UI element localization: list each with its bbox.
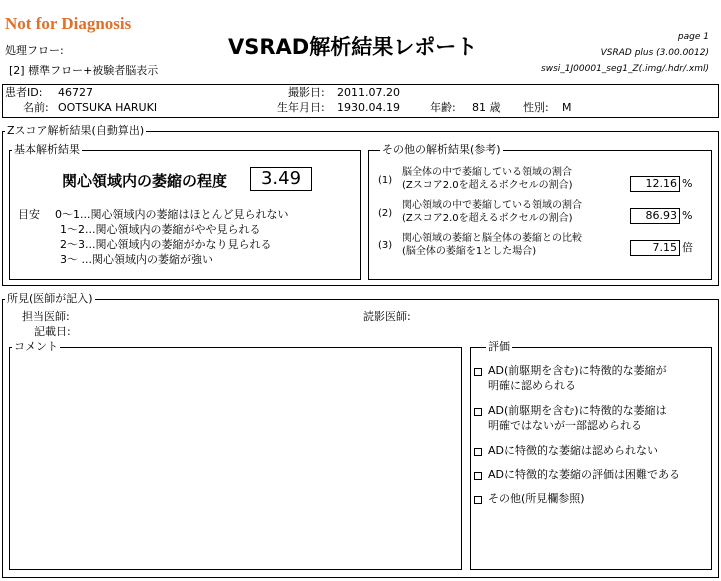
age-value: 81 歳	[472, 101, 501, 114]
evaluation-checkbox[interactable]	[474, 472, 482, 480]
guide-line: 1〜2...関心領域内の萎縮がやや見られる	[60, 223, 261, 236]
other-item-text: 関心領域の萎縮と脳全体の萎縮との比較	[402, 233, 582, 244]
evaluation-option-text: AD(前駆期を含む)に特徴的な萎縮は	[488, 404, 667, 417]
other-item-number: (1)	[378, 175, 393, 186]
dob-value: 1930.04.19	[337, 101, 400, 114]
entry-date-label: 記載日:	[34, 325, 71, 338]
radiologist-label: 読影医師:	[363, 310, 411, 323]
zscore-group-label: Zスコア解析結果(自動算出)	[7, 124, 145, 137]
atrophy-degree-label: 関心領域内の萎縮の程度	[62, 172, 228, 190]
basic-result-label: 基本解析結果	[14, 143, 80, 156]
other-item-value: 86.93	[630, 208, 680, 224]
source-file: swsi_1J00001_seg1_Z(.img/.hdr/.xml)	[541, 64, 709, 74]
guide-line: 2〜3...関心領域内の萎縮がかなり見られる	[60, 238, 272, 251]
evaluation-checkbox[interactable]	[474, 408, 482, 416]
patient-id-label: 患者ID:	[5, 86, 43, 99]
other-item-value: 7.15	[630, 240, 680, 256]
evaluation-label: 評価	[488, 340, 510, 353]
flow-label: 処理フロー:	[5, 44, 64, 57]
other-item-number: (3)	[378, 240, 393, 251]
page-number: page 1	[677, 32, 709, 42]
software-version: VSRAD plus (3.00.0012)	[600, 48, 709, 58]
other-item-unit: %	[682, 209, 693, 222]
evaluation-option-text: AD(前駆期を含む)に特徴的な萎縮が	[488, 364, 667, 377]
other-result-label: その他の解析結果(参考)	[382, 143, 501, 156]
evaluation-checkbox[interactable]	[474, 496, 482, 504]
doctor-label: 担当医師:	[22, 310, 70, 323]
sex-label: 性別:	[523, 101, 549, 114]
evaluation-option-text: ADに特徴的な萎縮の評価は困難である	[488, 468, 680, 481]
flow-value: [2] 標準フロー+被験者脳表示	[9, 64, 159, 77]
evaluation-option-subtext: 明確に認められる	[488, 379, 576, 392]
other-item-subtext: (Zスコア2.0を超えるボクセルの割合)	[402, 213, 573, 224]
evaluation-checkbox[interactable]	[474, 448, 482, 456]
findings-group-label: 所見(医師が記入)	[7, 292, 93, 305]
scan-date-label: 撮影日:	[288, 86, 325, 99]
other-item-subtext: (脳全体の萎縮を1とした場合)	[402, 246, 537, 257]
other-item-number: (2)	[378, 208, 393, 219]
other-item-unit: 倍	[682, 241, 693, 254]
other-item-unit: %	[682, 177, 693, 190]
atrophy-degree-value: 3.49	[250, 167, 312, 191]
patient-id-value: 46727	[58, 86, 93, 99]
guide-label: 目安	[18, 208, 40, 221]
other-item-text: 脳全体の中で萎縮している領域の割合	[402, 167, 572, 178]
comment-label: コメント	[14, 340, 58, 353]
guide-line: 3〜 ...関心領域内の萎縮が強い	[60, 253, 213, 266]
dob-label: 生年月日:	[277, 101, 325, 114]
patient-name-value: OOTSUKA HARUKI	[58, 101, 158, 114]
evaluation-option-text: その他(所見欄参照)	[488, 492, 585, 505]
other-item-subtext: (Zスコア2.0を超えるボクセルの割合)	[402, 180, 573, 191]
age-label: 年齢:	[430, 101, 456, 114]
guide-line: 0〜1...関心領域内の萎縮はほとんど見られない	[55, 208, 289, 221]
comment-box[interactable]	[9, 347, 462, 570]
evaluation-option-text: ADに特徴的な萎縮は認められない	[488, 444, 658, 457]
sex-value: M	[562, 101, 572, 114]
scan-date-value: 2011.07.20	[337, 86, 400, 99]
evaluation-checkbox[interactable]	[474, 368, 482, 376]
not-for-diagnosis-watermark: Not for Diagnosis	[5, 14, 132, 33]
other-item-value: 12.16	[630, 176, 680, 192]
patient-name-label: 名前:	[23, 101, 49, 114]
report-title: VSRAD解析結果レポート	[228, 35, 478, 59]
evaluation-option-subtext: 明確ではないが一部認められる	[488, 419, 642, 432]
other-item-text: 関心領域の中で萎縮している領域の割合	[402, 200, 582, 211]
